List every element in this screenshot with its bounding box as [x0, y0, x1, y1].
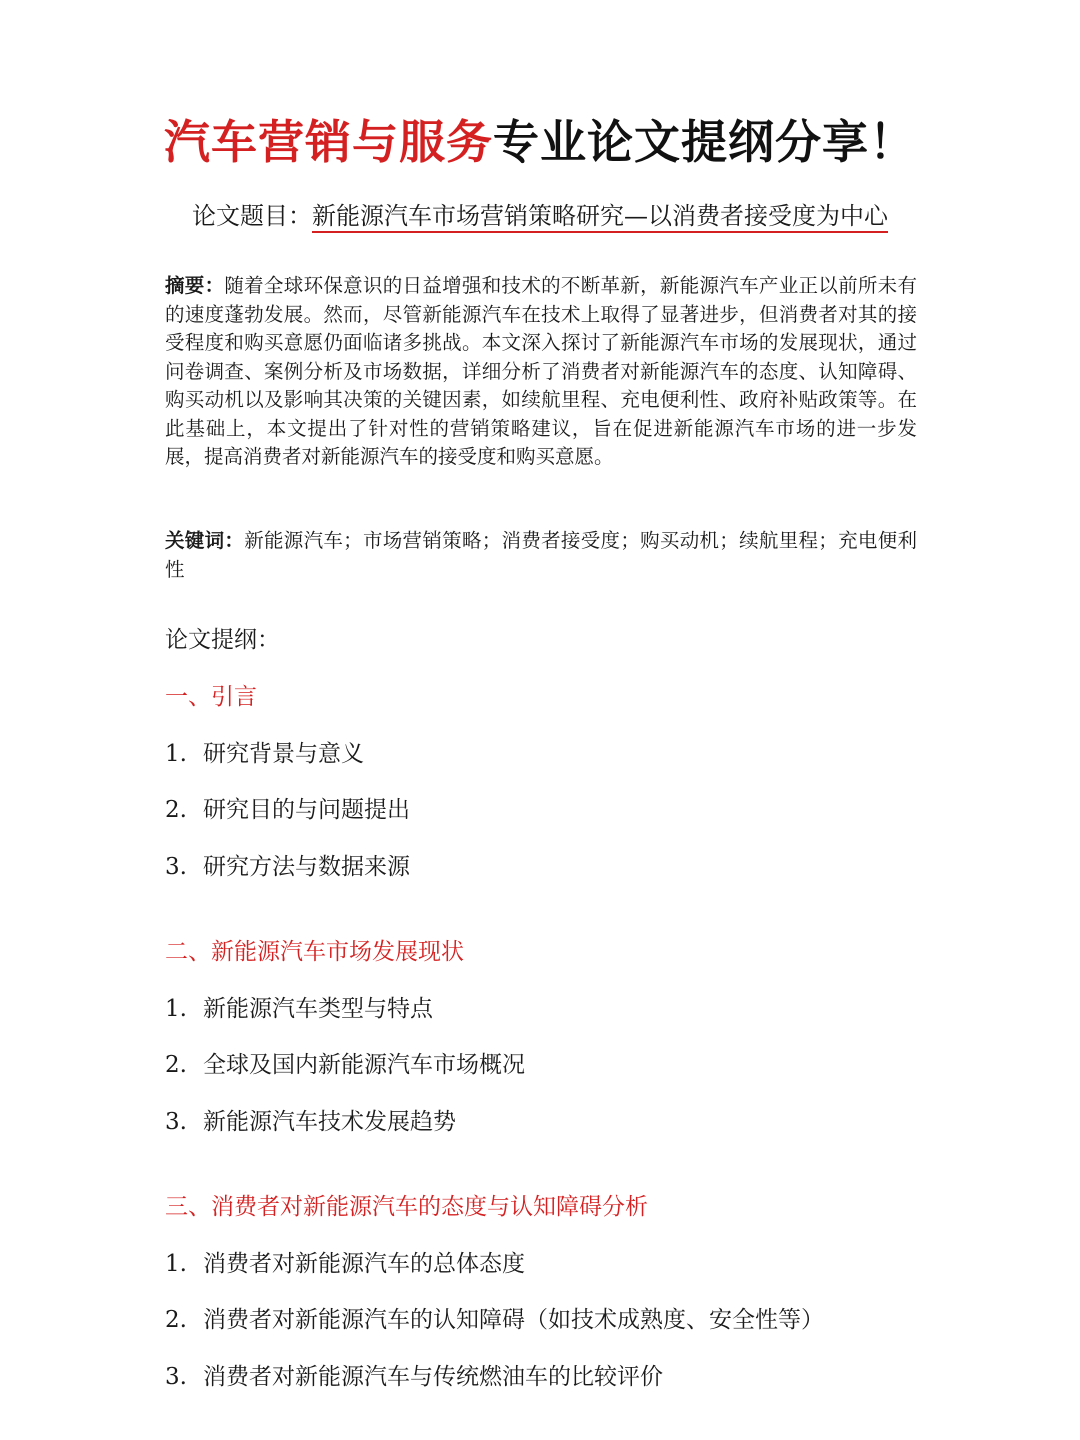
page-title — [0, 110, 1080, 174]
thesis-topic-label: 论文题目： — [192, 202, 312, 230]
item-text: 研究方法与数据来源 — [203, 854, 410, 880]
list-item — [165, 1104, 456, 1140]
list-item — [165, 991, 433, 1027]
item-number: 1. — [165, 996, 187, 1022]
abstract-paragraph — [165, 272, 917, 472]
item-number: 3. — [165, 1109, 187, 1135]
list-item — [165, 1359, 663, 1395]
item-text: 新能源汽车类型与特点 — [203, 996, 433, 1022]
item-text: 消费者对新能源汽车与传统燃油车的比较评价 — [203, 1364, 663, 1390]
item-number: 1. — [165, 741, 187, 767]
title-rest: 专业论文提纲分享！ — [493, 115, 916, 169]
item-number: 2. — [165, 797, 187, 823]
abstract-text: 随着全球环保意识的日益增强和技术的不断革新，新能源汽车产业正以前所未有的速度蓬勃发展。然而，尽管新能源汽车在技术上取得了显著进步，但消费者对其的接受程度和购买意愿仍面临诸多挑战。本文深入探讨了新能源汽车市场的发展现状，通过问卷调查、案例分析及市场数据，详细分析了消费者对新能源汽车的态度、认知障碍、购买动机以及影响其决策的关键因素，如续航里程、充电便利性、政府补贴政策等。在此基础上，本文提出了针对性的营销策略建议，旨在促进新能源汽车市场的进一步发展，提高消费者对新能源汽车的接受度和购买意愿。 — [165, 274, 917, 468]
outline-label: 论文提纲： — [165, 627, 280, 653]
item-number: 1. — [165, 1251, 187, 1277]
list-item — [165, 1047, 525, 1083]
thesis-topic-text: 新能源汽车市场营销策略研究—以消费者接受度为中心 — [312, 202, 888, 230]
keywords-text: 新能源汽车；市场营销策略；消费者接受度；购买动机；续航里程；充电便利性 — [165, 529, 917, 581]
thesis-topic — [0, 196, 1080, 236]
item-text: 研究目的与问题提出 — [203, 797, 410, 823]
keywords-paragraph — [165, 527, 917, 584]
item-text: 新能源汽车技术发展趋势 — [203, 1109, 456, 1135]
item-text: 研究背景与意义 — [203, 741, 364, 767]
title-highlight: 汽车营销与服务 — [164, 115, 493, 169]
item-number: 3. — [165, 1364, 187, 1390]
item-text: 全球及国内新能源汽车市场概况 — [203, 1052, 525, 1078]
list-item — [165, 736, 364, 772]
section-heading-3: 三、消费者对新能源汽车的态度与认知障碍分析 — [165, 1194, 648, 1220]
list-item — [165, 1302, 824, 1338]
item-number: 2. — [165, 1052, 187, 1078]
item-text: 消费者对新能源汽车的认知障碍（如技术成熟度、安全性等） — [203, 1307, 824, 1333]
list-item — [165, 792, 410, 828]
section-heading-1: 一、引言 — [165, 684, 257, 710]
list-item — [165, 1246, 525, 1282]
abstract-label: 摘要： — [165, 274, 225, 297]
keywords-label: 关键词： — [165, 529, 245, 552]
item-number: 3. — [165, 854, 187, 880]
item-text: 消费者对新能源汽车的总体态度 — [203, 1251, 525, 1277]
section-heading-2: 二、新能源汽车市场发展现状 — [165, 939, 464, 965]
item-number: 2. — [165, 1307, 187, 1333]
list-item — [165, 849, 410, 885]
